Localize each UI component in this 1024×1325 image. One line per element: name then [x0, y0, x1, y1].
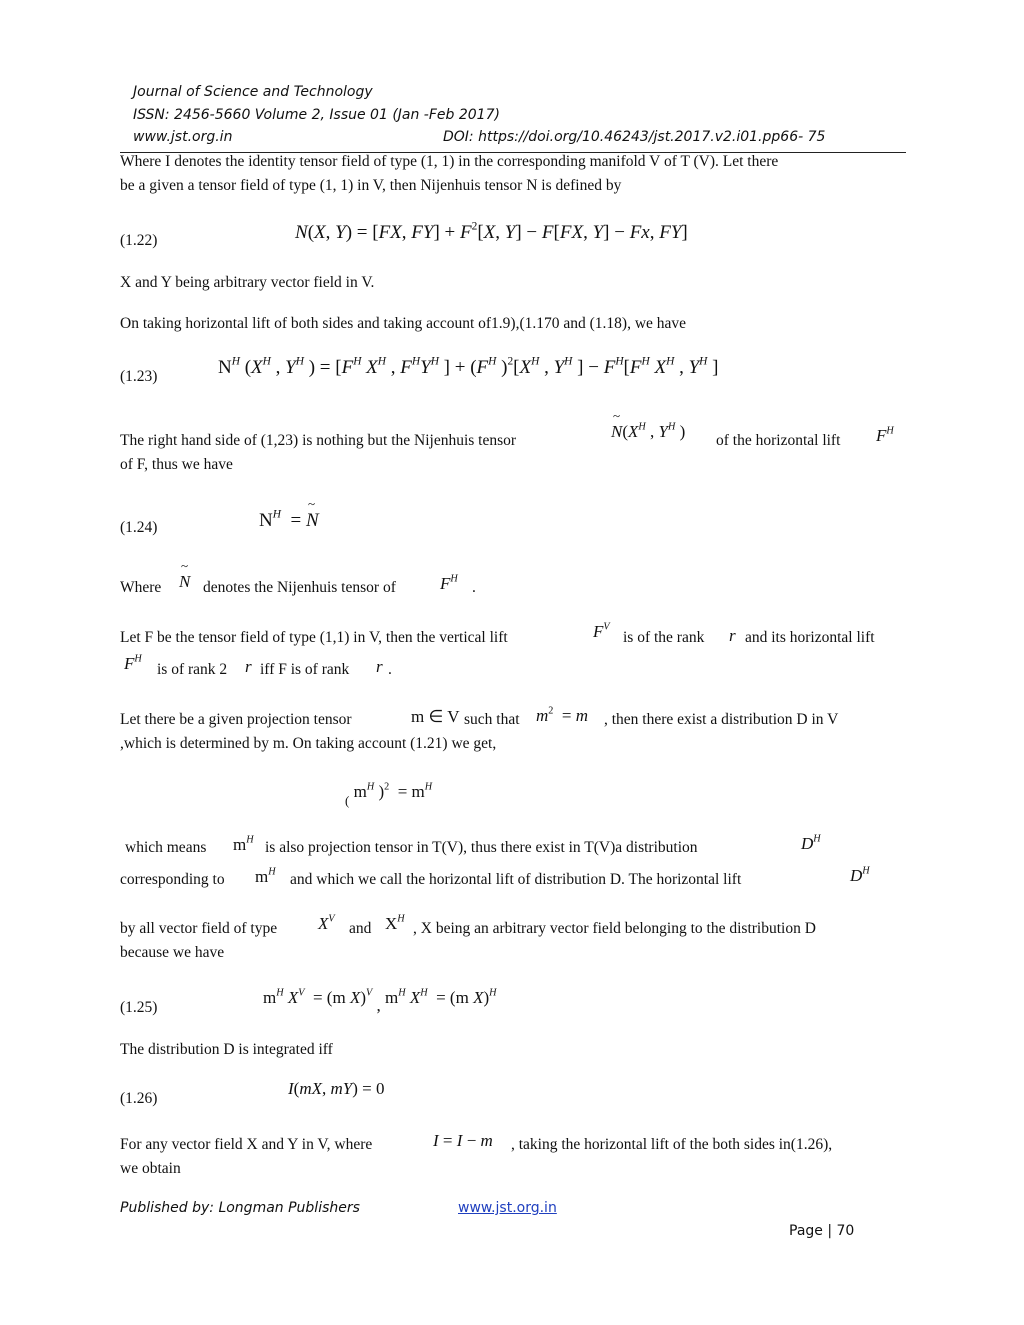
p8-part-d: and which we call the horizontal lift of distribution D. The horizontal lift [290, 871, 742, 888]
eq-1-25: $m^H$ $X^V = (m$ X)$^V$ , $m^H$ $X^H = (m$ X)$^H$ [263, 987, 497, 1015]
p5-part-a: Where [120, 579, 162, 596]
eq-1-26: I(mX, mY) = 0 [288, 1079, 385, 1098]
p5-part-b: denotes the Nijenhuis tensor of [203, 579, 396, 596]
r-symbol-3: r [376, 657, 383, 676]
p9-part-b: and [349, 920, 372, 937]
m2-eq-m: $m^2 = m$ [536, 705, 588, 725]
p11-line2: we obtain [120, 1160, 181, 1177]
r-symbol: r [729, 626, 736, 645]
eq-1-23-label: (1.23) [120, 368, 158, 385]
eq-1-26-label: (1.26) [120, 1090, 158, 1107]
p6-part-d: is of rank 2 [157, 661, 228, 678]
p7-part-a: Let there be a given projection tensor [120, 711, 352, 728]
p7-part-c: , then there exist a distribution D in V [604, 711, 839, 728]
fv-symbol: $F^V$ [593, 621, 610, 641]
p5-part-c: . [472, 579, 476, 596]
n-tilde-symbol: ~ N [179, 572, 190, 592]
i-eq-i-minus-m: I = I − m [433, 1131, 493, 1150]
journal-title: Journal of Science and Technology [133, 84, 373, 100]
header-website-link[interactable]: www.jst.org.in [133, 129, 233, 145]
p8-part-c: corresponding to [120, 871, 225, 888]
p11-part-a: For any vector field X and Y in V, where [120, 1136, 373, 1153]
issn-line: ISSN: 2456-5660 Volume 2, Issue 01 (Jan -Feb 2017) [133, 107, 500, 123]
p7-part-b: such that [464, 711, 520, 728]
eq-1-23: $N^H$ ($X^H$ , $Y^H$ ) = [$F^H$ $X^H$ , $F^HY^H$ ] + ($F^H$ )$^2[X^H$ , $Y^H$ ] − $F^H[F^H$ $X^H$ , $Y^H$ ] [218, 355, 719, 378]
fh-symbol: $F^H$ [876, 425, 894, 445]
eq-1-24: $N^H$ = ~ N [259, 510, 319, 532]
p6-part-c: and its horizontal lift [745, 629, 875, 646]
mh-symbol-2: $m^H$ [255, 866, 276, 886]
n-tilde-xh-yh: ~ $N(X^H$ , $Y^H$ ) [611, 422, 685, 442]
mh-squared-eq: $_($ $m^H$ )$^2 = m^H$ [345, 781, 433, 808]
xv-symbol: $X^V$ [318, 913, 335, 933]
p1-line2: be a given a tensor field of type (1, 1) in V, then Nijenhuis tensor N is defined by [120, 177, 622, 194]
dh-symbol: $D^H$ [801, 833, 821, 853]
m-in-v: m ∈ V [411, 707, 460, 726]
p6-part-b: is of the rank [623, 629, 705, 646]
r-symbol-2: r [245, 657, 252, 676]
fh-symbol-3: $F^H$ [124, 653, 142, 673]
eq-1-22-label: (1.22) [120, 232, 158, 249]
p1-line1: Where I denotes the identity tensor field of type (1, 1) in the corresponding manifold V of T (V). Let there [120, 153, 779, 170]
footer-publisher: Published by: Longman Publishers [120, 1200, 360, 1216]
p4-part-b: of the horizontal lift [716, 432, 841, 449]
p9-line2: because we have [120, 944, 225, 961]
p6-part-e: iff F is of rank [260, 661, 350, 678]
paragraph-3: On taking horizontal lift of both sides and taking account of1.9),(1.170 and (1.18), we have [120, 315, 687, 332]
paragraph-1 [120, 150, 906, 198]
p7-line2: ,which is determined by m. On taking account (1.21) we get, [120, 735, 497, 752]
paragraph-10: The distribution D is integrated iff [120, 1041, 333, 1058]
p4-part-a: The right hand side of (1,23) is nothing but the Nijenhuis tensor [120, 432, 517, 449]
eq-1-25-label: (1.25) [120, 999, 158, 1016]
dh-symbol-2: $D^H$ [850, 865, 870, 885]
p8-part-b: is also projection tensor in T(V), thus there exist in T(V)a distribution [265, 839, 698, 856]
xh-symbol: $X^H$ [385, 913, 405, 933]
p6-part-a: Let F be the tensor field of type (1,1) in V, then the vertical lift [120, 629, 508, 646]
p9-part-c: , X being an arbitrary vector field belonging to the distribution D [413, 920, 816, 937]
fh-symbol-2: $F^H$ [440, 573, 458, 593]
page-number: Page | 70 [789, 1223, 855, 1239]
p6-part-f: . [388, 661, 392, 678]
doi-line: DOI: https://doi.org/10.46243/jst.2017.v2.i01.pp66- 75 [443, 129, 826, 145]
eq-1-24-label: (1.24) [120, 519, 158, 536]
p4-line2: of F, thus we have [120, 456, 233, 473]
footer-website-link[interactable]: www.jst.org.in [458, 1200, 557, 1216]
p8-part-a: which means [125, 839, 207, 856]
p11-part-b: , taking the horizontal lift of the both sides in(1.26), [511, 1136, 833, 1153]
paragraph-2: X and Y being arbitrary vector field in V. [120, 274, 375, 291]
eq-1-22: N(X, Y) = [FX, $FY] + F^2[X$, Y] − F[FX, Y] − Fx, FY] [295, 220, 688, 243]
mh-symbol: $m^H$ [233, 834, 254, 854]
p9-part-a: by all vector field of type [120, 920, 278, 937]
